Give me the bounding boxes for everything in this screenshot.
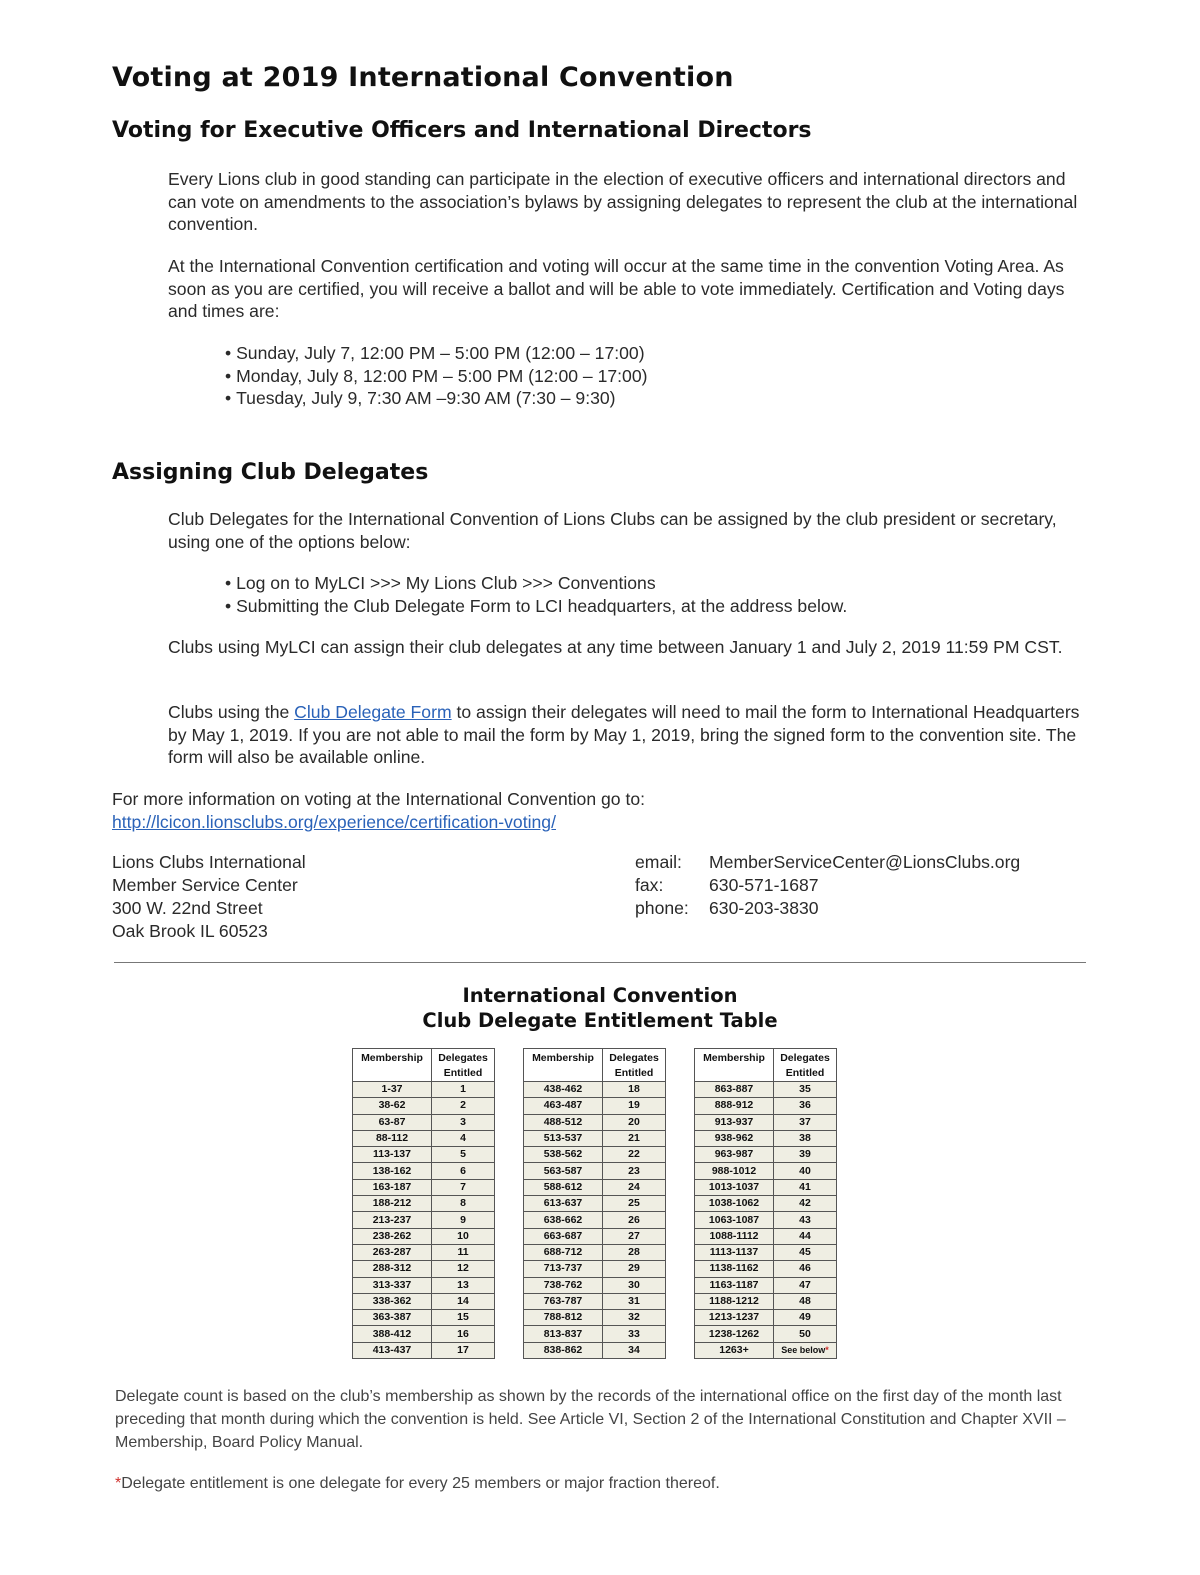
table-row — [695, 1196, 837, 1212]
membership-range: 338-362 — [353, 1293, 432, 1309]
membership-range: 613-637 — [524, 1196, 603, 1212]
table-row — [353, 1277, 495, 1293]
delegates-paragraph-2: Clubs using MyLCI can assign their club delegates at any time between January 1 and July 2, 2019 11:59 PM CST. — [168, 637, 1063, 657]
delegates-entitled: See below* — [774, 1342, 837, 1358]
delegates-entitled: 11 — [432, 1244, 495, 1260]
table-row — [353, 1261, 495, 1277]
section-heading-voting: Voting for Executive Officers and International Directors — [112, 118, 812, 143]
header-delegates: Delegates Entitled — [432, 1049, 495, 1082]
email-value[interactable]: MemberServiceCenter@LionsClubs.org — [709, 852, 1021, 872]
delegates-entitled: 39 — [774, 1147, 837, 1163]
membership-range: 563-587 — [524, 1163, 603, 1179]
delegates-entitled: 40 — [774, 1163, 837, 1179]
header-delegates: Delegates Entitled — [603, 1049, 666, 1082]
membership-range: 838-862 — [524, 1342, 603, 1358]
membership-range: 513-537 — [524, 1130, 603, 1146]
voting-paragraph-1: Every Lions club in good standing can participate in the election of executive officers and international directors and can vote on amendments to the association’s bylaws by assigning delegates to represent the club at the international convention. — [168, 169, 1078, 234]
table-row — [695, 1212, 837, 1228]
delegates-entitled: 2 — [432, 1098, 495, 1114]
table-row — [524, 1310, 666, 1326]
delegates-entitled: 12 — [432, 1261, 495, 1277]
table-row — [695, 1130, 837, 1146]
table-row — [353, 1098, 495, 1114]
delegates-entitled: 46 — [774, 1261, 837, 1277]
table-row — [524, 1277, 666, 1293]
membership-range: 163-187 — [353, 1179, 432, 1195]
membership-range: 788-812 — [524, 1310, 603, 1326]
delegates-entitled: 19 — [603, 1098, 666, 1114]
membership-range: 913-937 — [695, 1114, 774, 1130]
membership-range: 188-212 — [353, 1196, 432, 1212]
table-row — [353, 1130, 495, 1146]
table-row — [524, 1342, 666, 1358]
delegates-entitled: 34 — [603, 1342, 666, 1358]
table-row — [695, 1326, 837, 1342]
membership-range: 438-462 — [524, 1082, 603, 1098]
membership-range: 988-1012 — [695, 1163, 774, 1179]
delegates-entitled: 28 — [603, 1244, 666, 1260]
club-delegate-form-link[interactable]: Club Delegate Form — [294, 702, 452, 722]
membership-range: 863-887 — [695, 1082, 774, 1098]
delegates-entitled: 27 — [603, 1228, 666, 1244]
membership-range: 1188-1212 — [695, 1293, 774, 1309]
membership-range: 763-787 — [524, 1293, 603, 1309]
table-row — [353, 1196, 495, 1212]
membership-range: 688-712 — [524, 1244, 603, 1260]
table-row — [353, 1326, 495, 1342]
membership-range: 488-512 — [524, 1114, 603, 1130]
delegates-entitled: 42 — [774, 1196, 837, 1212]
membership-range: 213-237 — [353, 1212, 432, 1228]
delegates-entitled: 25 — [603, 1196, 666, 1212]
fax-value: 630-571-1687 — [709, 875, 819, 895]
table-row — [353, 1082, 495, 1098]
table-row — [524, 1130, 666, 1146]
list-item: • Log on to MyLCI >>> My Lions Club >>> Conventions — [225, 572, 1085, 595]
delegates-entitled: 13 — [432, 1277, 495, 1293]
table-row — [695, 1342, 837, 1358]
table-row — [353, 1179, 495, 1195]
delegates-entitled: 4 — [432, 1130, 495, 1146]
delegates-entitled: 10 — [432, 1228, 495, 1244]
delegate-count-note: Delegate count is based on the club’s membership as shown by the records of the international office on the first day of the month last preceding that month during which the convention is held. See Article VI, Section 2 of the International Constitution and Chapter XVII – Membership, Board Policy Manual. — [115, 1388, 1066, 1451]
header-membership: Membership — [353, 1049, 432, 1082]
membership-range: 1063-1087 — [695, 1212, 774, 1228]
table-row — [695, 1244, 837, 1260]
delegates-entitled: 5 — [432, 1147, 495, 1163]
table-row — [695, 1163, 837, 1179]
membership-range: 138-162 — [353, 1163, 432, 1179]
membership-range: 413-437 — [353, 1342, 432, 1358]
delegates-entitled: 16 — [432, 1326, 495, 1342]
membership-range: 713-737 — [524, 1261, 603, 1277]
membership-range: 313-337 — [353, 1277, 432, 1293]
delegates-entitled: 35 — [774, 1082, 837, 1098]
table-row — [524, 1196, 666, 1212]
table-row — [695, 1179, 837, 1195]
voting-paragraph-2: At the International Convention certification and voting will occur at the same time in the convention Voting Area. As soon as you are certified, you will receive a ballot and will be able to vote immediately. Certification and Voting days and times are: — [168, 256, 1065, 321]
membership-range: 888-912 — [695, 1098, 774, 1114]
delegates-entitled: 44 — [774, 1228, 837, 1244]
delegates-entitled: 15 — [432, 1310, 495, 1326]
membership-range: 663-687 — [524, 1228, 603, 1244]
membership-range: 963-987 — [695, 1147, 774, 1163]
table-row — [524, 1212, 666, 1228]
list-item: • Submitting the Club Delegate Form to LCI headquarters, at the address below. — [225, 595, 1085, 618]
table-row — [353, 1163, 495, 1179]
delegates-entitled: 48 — [774, 1293, 837, 1309]
certification-voting-link[interactable]: http://lcicon.lionsclubs.org/experience/certification-voting/ — [112, 811, 556, 832]
membership-range: 388-412 — [353, 1326, 432, 1342]
delegates-entitled: 32 — [603, 1310, 666, 1326]
header-membership: Membership — [695, 1049, 774, 1082]
membership-range: 113-137 — [353, 1147, 432, 1163]
header-delegates: Delegates Entitled — [774, 1049, 837, 1082]
header-membership: Membership — [524, 1049, 603, 1082]
page-title: Voting at 2019 International Convention — [112, 62, 734, 93]
membership-range: 1213-1237 — [695, 1310, 774, 1326]
phone-value: 630-203-3830 — [709, 898, 819, 918]
email-label: email: — [635, 852, 682, 872]
entitlement-table — [694, 1048, 837, 1359]
table-row — [353, 1293, 495, 1309]
membership-range: 938-962 — [695, 1130, 774, 1146]
table-row — [353, 1244, 495, 1260]
membership-range: 813-837 — [524, 1326, 603, 1342]
membership-range: 38-62 — [353, 1098, 432, 1114]
membership-range: 1113-1137 — [695, 1244, 774, 1260]
membership-range: 1163-1187 — [695, 1277, 774, 1293]
membership-range: 738-762 — [524, 1277, 603, 1293]
section-divider — [114, 962, 1086, 963]
table-row — [353, 1310, 495, 1326]
table-row — [524, 1163, 666, 1179]
delegates-paragraph-1: Club Delegates for the International Convention of Lions Clubs can be assigned by the club president or secretary, using one of the options below: — [168, 509, 1057, 552]
delegates-entitled: 8 — [432, 1196, 495, 1212]
delegates-entitled: 6 — [432, 1163, 495, 1179]
delegates-entitled: 24 — [603, 1179, 666, 1195]
list-item: • Tuesday, July 9, 7:30 AM –9:30 AM (7:30 – 9:30) — [225, 387, 1085, 410]
contact-details — [635, 851, 1020, 920]
membership-range: 88-112 — [353, 1130, 432, 1146]
membership-range: 263-287 — [353, 1244, 432, 1260]
entitlement-footnote: *Delegate entitlement is one delegate for every 25 members or major fraction thereof. — [115, 1475, 720, 1492]
delegates-entitled: 21 — [603, 1130, 666, 1146]
delegates-entitled: 41 — [774, 1179, 837, 1195]
table-row — [524, 1147, 666, 1163]
membership-range: 1-37 — [353, 1082, 432, 1098]
voting-times-list — [225, 342, 1085, 410]
asterisk-mark: * — [115, 1475, 122, 1492]
membership-range: 363-387 — [353, 1310, 432, 1326]
table-row — [353, 1212, 495, 1228]
fax-label: fax: — [635, 875, 664, 895]
membership-range: 1038-1062 — [695, 1196, 774, 1212]
phone-label: phone: — [635, 898, 689, 918]
delegates-entitled: 22 — [603, 1147, 666, 1163]
delegates-entitled: 29 — [603, 1261, 666, 1277]
delegates-entitled: 45 — [774, 1244, 837, 1260]
table-row — [524, 1098, 666, 1114]
delegates-entitled: 17 — [432, 1342, 495, 1358]
table-title: International Convention Club Delegate Entitlement Table — [422, 984, 778, 1032]
membership-range: 1263+ — [695, 1342, 774, 1358]
delegates-entitled: 36 — [774, 1098, 837, 1114]
table-row — [695, 1261, 837, 1277]
table-row — [353, 1342, 495, 1358]
table-row — [695, 1310, 837, 1326]
delegates-entitled: 33 — [603, 1326, 666, 1342]
asterisk-mark: * — [825, 1344, 829, 1355]
delegates-entitled: 50 — [774, 1326, 837, 1342]
membership-range: 588-612 — [524, 1179, 603, 1195]
delegates-entitled: 43 — [774, 1212, 837, 1228]
more-info-text: For more information on voting at the International Convention go to: http://lcicon.lionsclubs.org/experience/certification-voting/ — [112, 789, 646, 832]
membership-range: 288-312 — [353, 1261, 432, 1277]
table-row — [524, 1326, 666, 1342]
list-item: • Sunday, July 7, 12:00 PM – 5:00 PM (12:00 – 17:00) — [225, 342, 1085, 365]
delegates-entitled: 38 — [774, 1130, 837, 1146]
table-row — [695, 1082, 837, 1098]
membership-range: 1013-1037 — [695, 1179, 774, 1195]
table-row — [695, 1293, 837, 1309]
entitlement-table — [352, 1048, 495, 1359]
mailing-address: Lions Clubs International Member Service Center 300 W. 22nd Street Oak Brook IL 60523 — [112, 852, 306, 941]
membership-range: 1088-1112 — [695, 1228, 774, 1244]
table-row — [695, 1228, 837, 1244]
membership-range: 638-662 — [524, 1212, 603, 1228]
membership-range: 538-562 — [524, 1147, 603, 1163]
table-row — [524, 1244, 666, 1260]
delegates-entitled: 20 — [603, 1114, 666, 1130]
delegates-entitled: 30 — [603, 1277, 666, 1293]
delegates-entitled: 26 — [603, 1212, 666, 1228]
table-row — [353, 1228, 495, 1244]
delegates-entitled: 31 — [603, 1293, 666, 1309]
table-row — [353, 1147, 495, 1163]
delegates-entitled: 3 — [432, 1114, 495, 1130]
delegates-entitled: 9 — [432, 1212, 495, 1228]
delegates-paragraph-3: Clubs using the Club Delegate Form to assign their delegates will need to mail the form to International Headquarters by May 1, 2019. If you are not able to mail the form by May 1, 2019, bring the signed form to the convention site. The form will also be available online. — [168, 702, 1080, 767]
section-heading-delegates: Assigning Club Delegates — [112, 460, 429, 485]
membership-range: 1138-1162 — [695, 1261, 774, 1277]
table-row — [695, 1277, 837, 1293]
entitlement-table — [523, 1048, 666, 1359]
table-row — [695, 1147, 837, 1163]
delegates-entitled: 23 — [603, 1163, 666, 1179]
delegates-entitled: 37 — [774, 1114, 837, 1130]
table-row — [524, 1114, 666, 1130]
delegates-entitled: 49 — [774, 1310, 837, 1326]
delegates-entitled: 7 — [432, 1179, 495, 1195]
membership-range: 238-262 — [353, 1228, 432, 1244]
table-row — [524, 1228, 666, 1244]
table-row — [524, 1179, 666, 1195]
delegates-entitled: 1 — [432, 1082, 495, 1098]
table-row — [524, 1082, 666, 1098]
delegates-entitled: 14 — [432, 1293, 495, 1309]
delegates-entitled: 47 — [774, 1277, 837, 1293]
table-row — [695, 1114, 837, 1130]
delegates-entitled: 18 — [603, 1082, 666, 1098]
table-row — [524, 1261, 666, 1277]
list-item: • Monday, July 8, 12:00 PM – 5:00 PM (12:00 – 17:00) — [225, 365, 1085, 388]
table-row — [695, 1098, 837, 1114]
table-row — [353, 1114, 495, 1130]
membership-range: 463-487 — [524, 1098, 603, 1114]
table-row — [524, 1293, 666, 1309]
delegate-options-list — [225, 572, 1085, 617]
membership-range: 63-87 — [353, 1114, 432, 1130]
membership-range: 1238-1262 — [695, 1326, 774, 1342]
